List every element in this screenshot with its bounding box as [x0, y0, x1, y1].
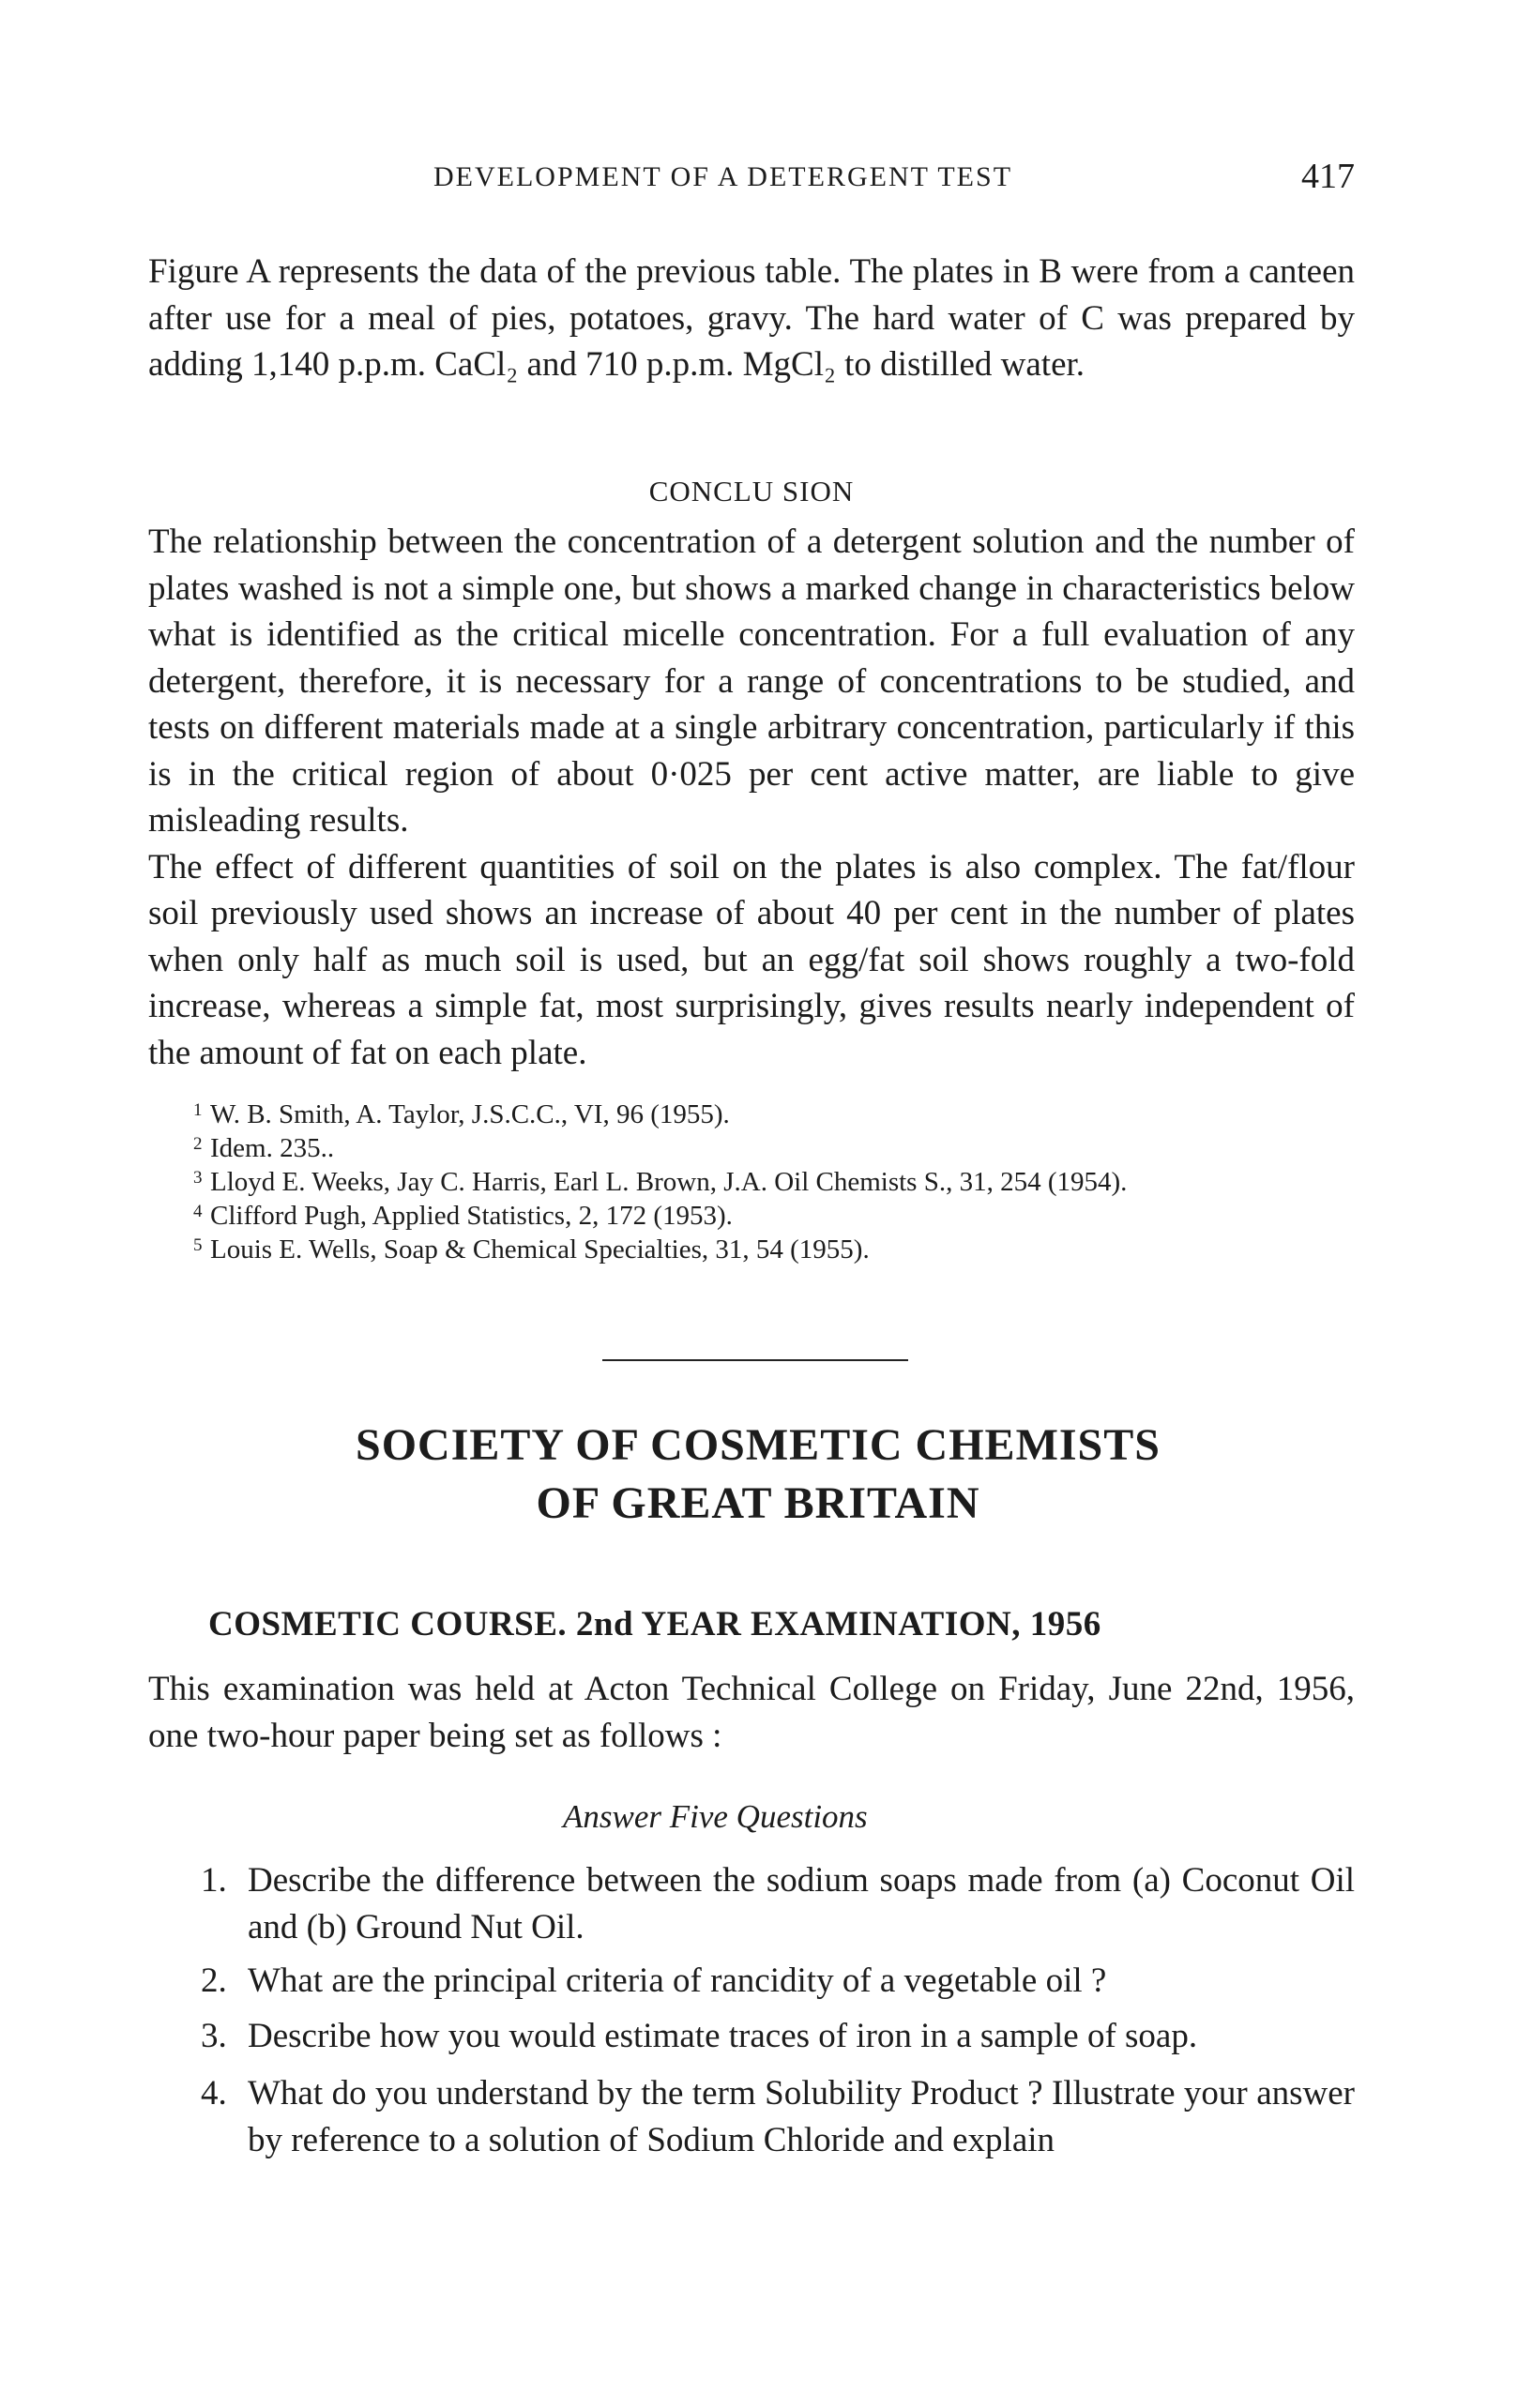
question-number: 1. — [201, 1861, 227, 1900]
society-title-line-1: SOCIETY OF COSMETIC CHEMISTS — [356, 1420, 1161, 1470]
question-text: What are the principal criteria of rancidity of a vegetable oil ? — [248, 1961, 1107, 2000]
running-head: DEVELOPMENT OF A DETERGENT TEST — [433, 161, 1013, 192]
intro-section — [148, 249, 1355, 388]
exam-instruction: Answer Five Questions — [563, 1798, 868, 1835]
question-text: What do you understand by the term Solubility Product ? Illustrate your answer by reference to a solution of Sodium Chloride and explain — [248, 2074, 1355, 2159]
course-heading: COSMETIC COURSE. 2nd YEAR EXAMINATION, 1956 — [208, 1605, 1101, 1643]
section-divider — [602, 1359, 908, 1361]
exam-intro-section — [148, 1666, 1355, 1759]
footnote-text: Idem. 235.. — [210, 1133, 335, 1163]
footnote-mark: 5 — [193, 1235, 203, 1255]
footnote-text: Louis E. Wells, Soap & Chemical Specialties, 31, 54 (1955). — [210, 1234, 870, 1265]
conclusion-paragraph-2: The effect of different quantities of soil on the plates is also complex. The fat/flour soil previously used shows an increase of about 40 per cent in the number of plates when only half as much soil is used, but an egg/fat soil shows roughly a two-fold increase, whereas a simple fat, most surprisingly, gives results nearly independent of the amount of fat on each plate. — [148, 847, 1355, 1072]
question-number: 2. — [201, 1961, 227, 2000]
footnote — [193, 1096, 1127, 1129]
intro-paragraph: Figure A represents the data of the previous table. The plates in B were from a canteen after use for a meal of pies, potatoes, gravy. The hard water of C was prepared by adding 1,140 p.p.m. CaCl₂ and 710 p.p.m. MgCl₂ to distilled water. — [148, 252, 1355, 384]
question-number: 3. — [201, 2017, 227, 2055]
footnote — [193, 1231, 1127, 1265]
footnote — [193, 1197, 1127, 1231]
question-item — [201, 2070, 1355, 2163]
footnote-text: Lloyd E. Weeks, Jay C. Harris, Earl L. Brown, J.A. Oil Chemists S., 31, 254 (1954). — [210, 1167, 1128, 1197]
question-item — [201, 1958, 1355, 2005]
footnote — [193, 1163, 1127, 1197]
society-title-line-2: OF GREAT BRITAIN — [536, 1478, 980, 1528]
footnotes — [193, 1096, 1127, 1265]
exam-intro-paragraph: This examination was held at Acton Technical College on Friday, June 22nd, 1956, one two-hour paper being set as follows : — [148, 1670, 1355, 1755]
conclusion-heading-wrap — [148, 475, 1355, 508]
conclusion-paragraph-1: The relationship between the concentration of a detergent solution and the number of plates washed is not a simple one, but shows a marked change in characteristics below what is identified as the critical micelle concentration. For a full evaluation of any detergent, therefore, it is necessary for a range of concentrations to be studied, and tests on different materials made at a single arbitrary concentration, particularly if this is in the critical region of about 0·025 per cent active matter, are liable to give misleading results. — [148, 522, 1355, 840]
conclusion-section — [148, 519, 1355, 1076]
question-text: Describe how you would estimate traces of iron in a sample of soap. — [248, 2017, 1198, 2055]
question-text: Describe the difference between the sodium soaps made from (a) Coconut Oil and (b) Ground Nut Oil. — [248, 1861, 1355, 1946]
footnote-mark: 2 — [193, 1134, 203, 1154]
question-item — [201, 1857, 1355, 1950]
conclusion-heading: CONCLU SION — [648, 475, 855, 507]
question-item — [201, 2013, 1355, 2060]
question-number: 4. — [201, 2074, 227, 2113]
page-number: 417 — [1301, 157, 1355, 196]
footnote-text: W. B. Smith, A. Taylor, J.S.C.C., VI, 96 (1955). — [210, 1099, 730, 1129]
footnote-text: Clifford Pugh, Applied Statistics, 2, 172 (1953). — [210, 1201, 733, 1231]
footnote-mark: 4 — [193, 1202, 203, 1221]
footnote-mark: 1 — [193, 1100, 203, 1120]
footnote — [193, 1129, 1127, 1163]
society-title — [148, 1416, 1368, 1533]
footnote-mark: 3 — [193, 1168, 203, 1188]
